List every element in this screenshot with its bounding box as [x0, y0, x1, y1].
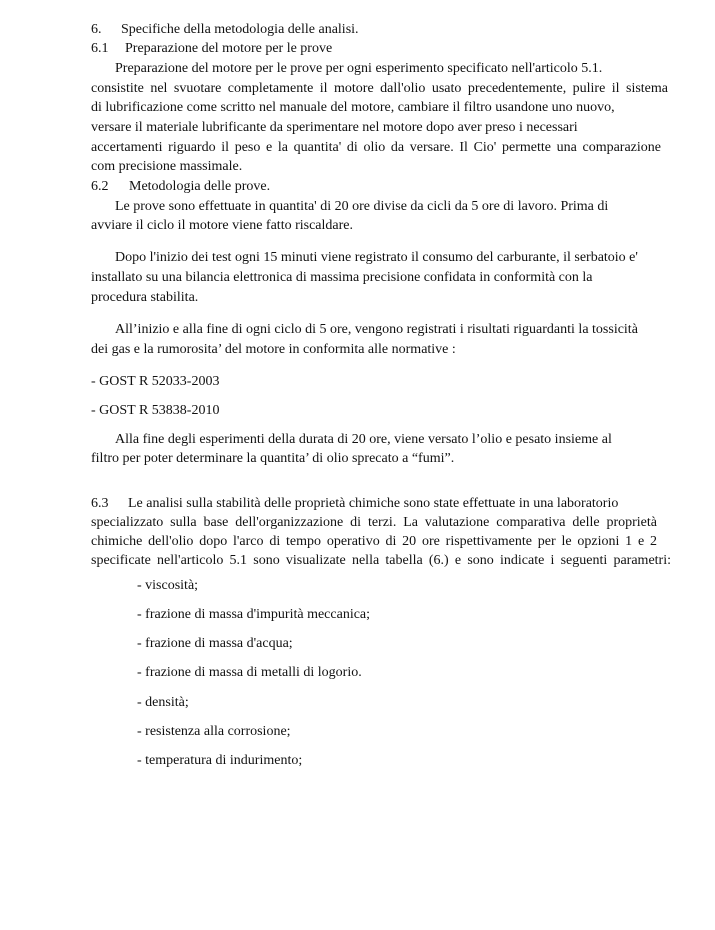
paragraph-line: Preparazione del motore per le prove per ogni esperimento specificato nell'articolo 5.1.: [115, 61, 603, 76]
standard-item: - GOST R 52033-2003: [91, 374, 220, 389]
paragraph-line: installato su una bilancia elettronica di massima precisione confidata in conformità con la: [91, 270, 593, 285]
paragraph-line: Le prove sono effettuate in quantita' di 20 ore divise da cicli da 5 ore di lavoro. Prima di: [115, 199, 609, 214]
paragraph-line: avviare il ciclo il motore viene fatto riscaldare.: [91, 218, 353, 233]
parameter-item: - viscosità;: [137, 578, 199, 593]
paragraph-line: filtro per poter determinare la quantita’ di olio sprecato a “fumi”.: [91, 451, 455, 466]
paragraph-line: specializzato sulla base dell'organizzazione di terzi. La valutazione comparativa delle proprietà: [91, 515, 657, 530]
parameter-item: - frazione di massa d'acqua;: [137, 636, 293, 651]
section-6-3-number: 6.3: [91, 496, 109, 511]
paragraph-line: chimiche dell'olio dopo l'arco di tempo operativo di 20 ore rispettivamente per le opzioni 1 e 2: [91, 534, 657, 549]
paragraph-line: Dopo l'inizio dei test ogni 15 minuti viene registrato il consumo del carburante, il serbatoio e': [115, 250, 638, 265]
paragraph-line: accertamenti riguardo il peso e la quantita' di olio da versare. Il Cio' permette una comparazione: [91, 140, 661, 155]
parameter-item: - temperatura di indurimento;: [137, 753, 303, 768]
paragraph-line: Alla fine degli esperimenti della durata di 20 ore, viene versato l’olio e pesato insieme al: [115, 432, 612, 447]
parameter-item: - frazione di massa d'impurità meccanica;: [137, 607, 371, 622]
section-6-1-title: Preparazione del motore per le prove: [125, 41, 333, 56]
paragraph-line: All’inizio e alla fine di ogni ciclo di 5 ore, vengono registrati i risultati riguardanti la tossicità: [115, 322, 638, 337]
section-6-1-number: 6.1: [91, 41, 109, 56]
section-6-2-title: Metodologia delle prove.: [129, 179, 271, 194]
paragraph-line: dei gas e la rumorosita’ del motore in conformita alle normative :: [91, 342, 456, 357]
paragraph-line: Le analisi sulla stabilità delle proprietà chimiche sono state effettuate in una laboratorio: [128, 496, 619, 511]
section-6-number: 6.: [91, 22, 102, 37]
parameter-item: - resistenza alla corrosione;: [137, 724, 291, 739]
paragraph-line: specificate nell'articolo 5.1 sono visualizate nella tabella (6.) e sono indicate i seguenti parametri:: [91, 553, 671, 568]
paragraph-line: di lubrificazione come scritto nel manuale del motore, cambiare il filtro usandone uno nuovo,: [91, 100, 615, 115]
parameter-item: - densità;: [137, 695, 189, 710]
section-6-title: Specifiche della metodologia delle analisi.: [121, 22, 359, 37]
paragraph-line: versare il materiale lubrificante da sperimentare nel motore dopo aver preso i necessari: [91, 120, 578, 135]
standard-item: - GOST R 53838-2010: [91, 403, 220, 418]
parameter-item: - frazione di massa di metalli di logorio.: [137, 665, 362, 680]
section-6-2-number: 6.2: [91, 179, 109, 194]
paragraph-line: com precisione massimale.: [91, 159, 243, 174]
paragraph-line: consistite nel svuotare completamente il motore dall'olio usato precedentemente, pulire il sistema: [91, 81, 668, 96]
paragraph-line: procedura stabilita.: [91, 290, 199, 305]
